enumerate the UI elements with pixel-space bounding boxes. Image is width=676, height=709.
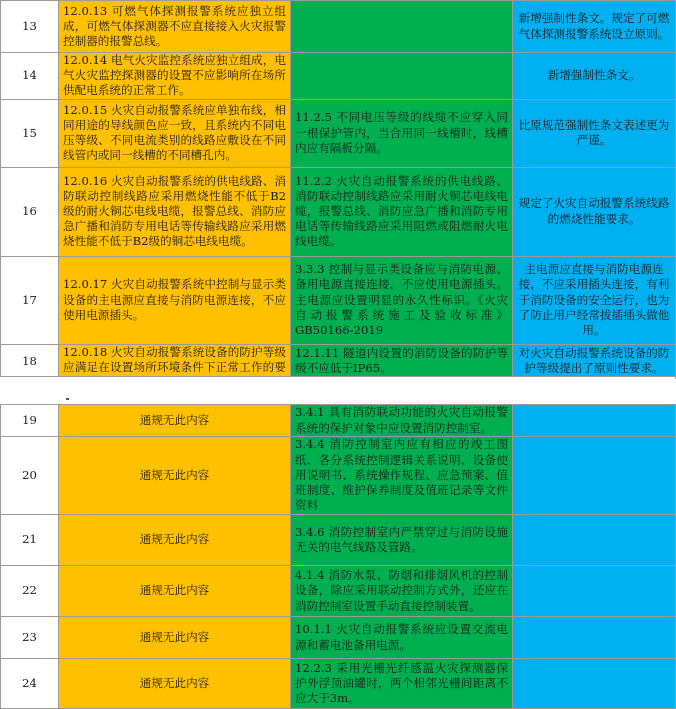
- table-row: [1, 53, 676, 100]
- change-note: 对火灾自动报警系统设备的防护等级提出了原则性要求。: [513, 344, 676, 378]
- row-number: 18: [1, 344, 59, 378]
- original-code-clause: [291, 53, 513, 100]
- change-note: 新增强制性条文。规定了可燃气体探测报警系统设立原则。: [513, 1, 676, 53]
- original-code-clause: 11.2.5 不同电压等级的线缆不应穿入同一根保护管内，当合用同一线槽时，线槽内应有隔板分隔。: [291, 99, 513, 167]
- general-code-clause: 通规无此内容: [59, 405, 291, 437]
- original-code-clause: 3.4.4 消防控制室内应有相应的竣工图纸、各分系统控制逻辑关系说明、设备使用说明书、系统操作规程、应急预案、值班制度、维护保养制度及值班记录等文件资料: [291, 437, 513, 515]
- row-number: 21: [1, 515, 59, 566]
- general-code-clause: 12.0.14 电气火灾监控系统应独立组成，电气火灾监控探测器的设置不应影响所在场所供配电系统的正常工作。: [59, 53, 291, 100]
- table-row: [1, 617, 676, 659]
- row-number: 16: [1, 167, 59, 256]
- comparison-table-bottom: [0, 404, 676, 709]
- change-note: [513, 659, 676, 709]
- general-code-clause: 通规无此内容: [59, 515, 291, 566]
- original-code-clause: [291, 1, 513, 53]
- table-row: [1, 344, 676, 378]
- general-code-clause: 通规无此内容: [59, 437, 291, 515]
- table-row: [1, 256, 676, 344]
- table-row: [1, 167, 676, 256]
- original-code-clause: 3.3.3 控制与显示类设备应与消防电源、备用电源直接连接，不应使用电源插头。主电源应设置明显的永久性标识。《火灾自动报警系统施工及验收标准》GB50166-2019: [291, 256, 513, 344]
- original-code-clause: 11.2.2 火灾自动报警系统的供电线路、消防联动控制线路应采用耐火铜芯电线电缆，报警总线、消防应急广播和消防专用电话等传输线路应采用阻燃或阻燃耐火电线电缆。: [291, 167, 513, 256]
- original-code-clause: 4.1.4 消防水泵、防烟和排烟风机的控制设备，除应采用联动控制方式外，还应在消防控制室设置手动直接控制装置。: [291, 566, 513, 617]
- change-note: 规定了火灾自动报警系统线路的燃烧性能要求。: [513, 167, 676, 256]
- page-break-gap: [0, 376, 675, 404]
- general-code-clause: 通规无此内容: [59, 566, 291, 617]
- change-note: 比原规范强制性条文表述更为严谨。: [513, 99, 676, 167]
- change-note: 新增强制性条文。: [513, 53, 676, 100]
- table-row: [1, 566, 676, 617]
- row-number: 14: [1, 53, 59, 100]
- table-row: [1, 99, 676, 167]
- general-code-clause: 12.0.15 火灾自动报警系统应单独布线，相同用途的导线颜色应一致，且系统内不同电压等级、不同电流类别的线路应敷设在不同线管内或同一线槽的不同槽孔内。: [59, 99, 291, 167]
- general-code-clause: 12.0.18 火灾自动报警系统设备的防护等级应满足在设置场所环境条件下正常工作的要: [59, 344, 291, 378]
- original-code-clause: 3.4.6 消防控制室内严禁穿过与消防设施无关的电气线路及管路。: [291, 515, 513, 566]
- change-note: [513, 617, 676, 659]
- change-note: [513, 405, 676, 437]
- original-code-clause: 12.2.3 采用光栅光纤感温火灾探测器保护外浮顶油罐时，两个相邻光栅间距离不应大于3m。: [291, 659, 513, 709]
- row-number: 13: [1, 1, 59, 53]
- row-number: 22: [1, 566, 59, 617]
- change-note: 主电源应直接与消防电源连接，不应采用插头连接，有利于消防设备的安全运行，也为了防止用户经常拔插插头做他用。: [513, 256, 676, 344]
- row-number: 17: [1, 256, 59, 344]
- table-row: [1, 437, 676, 515]
- change-note: [513, 437, 676, 515]
- table-row: [1, 405, 676, 437]
- row-number: 24: [1, 659, 59, 709]
- table-row: [1, 515, 676, 566]
- original-code-clause: 10.1.1 火灾自动报警系统应设置交流电源和蓄电池备用电源。: [291, 617, 513, 659]
- row-number: 23: [1, 617, 59, 659]
- general-code-clause: 通规无此内容: [59, 659, 291, 709]
- row-number: 20: [1, 437, 59, 515]
- page-break-line: [0, 376, 675, 377]
- row-number: 19: [1, 405, 59, 437]
- table-row: [1, 659, 676, 709]
- page-break-mark: [66, 398, 69, 400]
- row-number: 15: [1, 99, 59, 167]
- general-code-clause: 12.0.13 可燃气体探测报警系统应独立组成，可燃气体探测器不应直接接入火灾报警控制器的报警总线。: [59, 1, 291, 53]
- original-code-clause: 3.4.1 具有消防联动功能的火灾自动报警系统的保护对象中应设置消防控制室。: [291, 405, 513, 437]
- general-code-clause: 12.0.16 火灾自动报警系统的供电线路、消防联动控制线路应采用燃烧性能不低于B2级的耐火铜芯电线电缆，报警总线、消防应急广播和消防专用电话等传输线路应采用燃烧性能不低于B2级的铜芯电线电缆。: [59, 167, 291, 256]
- change-note: [513, 515, 676, 566]
- general-code-clause: 通规无此内容: [59, 617, 291, 659]
- general-code-clause: 12.0.17 火灾自动报警系统中控制与显示类设备的主电源应直接与消防电源连接，不应使用电源插头。: [59, 256, 291, 344]
- table-row: [1, 1, 676, 53]
- change-note: [513, 566, 676, 617]
- original-code-clause: 12.1.11 隧道内设置的消防设备的防护等级不应低于IP65。: [291, 344, 513, 378]
